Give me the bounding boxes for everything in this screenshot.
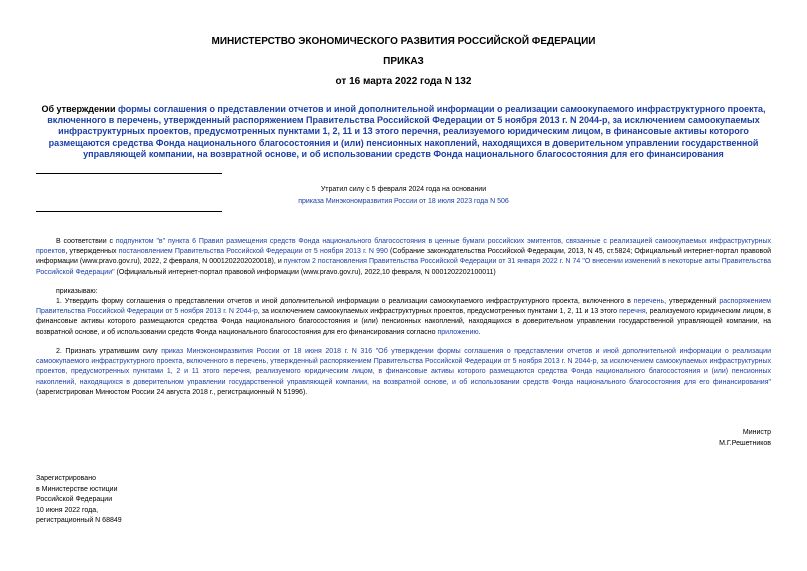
registration-line: в Министерстве юстиции bbox=[36, 485, 118, 493]
signatory-name: М.Г.Решетников bbox=[719, 440, 771, 447]
list-link[interactable]: перечня bbox=[619, 308, 646, 316]
registration-line: регистрационный N 68849 bbox=[36, 517, 122, 525]
lost-force-order-link[interactable]: приказа Минэкономразвития России от 18 июля 2023 года N 506 bbox=[298, 197, 509, 205]
ministry-heading: МИНИСТЕРСТВО ЭКОНОМИЧЕСКОГО РАЗВИТИЯ РОССИЙСКОЙ ФЕДЕРАЦИИ bbox=[211, 36, 596, 47]
item-2-text: 2. Признать утратившим силу bbox=[56, 348, 162, 355]
resolution-74-link[interactable]: пунктом 2 постановления Правительства Российской Федерации от 31 января 2022 г. N 74 "О внесении изменений в некоторые акты Правительства Российской Федерации" bbox=[36, 258, 771, 276]
item-1-paragraph bbox=[36, 297, 771, 338]
order-title bbox=[30, 104, 777, 160]
preamble-text: (Собрание законодательства Российской Федерации, 2013, N 45, ст.5824; Официальный интернет-портал правовой информации (www.pravo.gov.ru), 2022, 2 февраля, N 0001202202020018), и bbox=[36, 248, 772, 266]
order-2044-link[interactable]: распоряжением Правительства Российской Федерации от 5 ноября 2013 г. N 2044-р bbox=[36, 298, 771, 316]
divider-bottom bbox=[36, 211, 222, 212]
preamble-text: (Официальный интернет-портал правовой информации (www.pravo.gov.ru), 2022,10 февраля, N 0001202202100011) bbox=[114, 268, 496, 276]
list-link[interactable]: перечень bbox=[633, 298, 665, 305]
registration-line: 10 июня 2022 года, bbox=[36, 506, 99, 514]
registration-line: Зарегистрировано bbox=[36, 475, 96, 482]
divider-top bbox=[36, 173, 222, 174]
order-type-heading: ПРИКАЗ bbox=[383, 56, 424, 67]
item-1-text: , утвержденный bbox=[664, 298, 720, 305]
signature-block bbox=[651, 427, 771, 449]
item-1-text: 1. Утвердить форму соглашения о представлении отчетов и иной дополнительной информации о реализации самоокупаемого инфраструктурного проекта, включенного в bbox=[56, 298, 634, 305]
item-2-paragraph bbox=[36, 347, 771, 398]
preamble-paragraph bbox=[36, 237, 771, 278]
orders-word: приказываю: bbox=[56, 288, 98, 295]
rules-subparagraph-link[interactable]: подпунктом "в" пункта 6 Правил размещения средств Фонда национального благосостояния в ценные бумаги российских эмитентов, связанные с реализацией самоокупаемых инфраструктурных проектов bbox=[36, 238, 772, 256]
signatory-role: Министр bbox=[742, 429, 771, 436]
registration-line: Российской Федерации bbox=[36, 496, 113, 504]
registration-block bbox=[36, 474, 196, 527]
order-date-heading: от 16 марта 2022 года N 132 bbox=[335, 76, 472, 87]
preamble-text: , утвержденных bbox=[65, 248, 119, 256]
item-1-text: , за исключением самоокупаемых инфраструктурных проектов, предусмотренных пунктами 1, 2, 11 и 13 этого bbox=[257, 308, 620, 316]
lost-force-note bbox=[230, 184, 577, 207]
lost-force-text: Утратил силу с 5 февраля 2024 года на основании bbox=[320, 186, 487, 193]
item-2-text: (зарегистрирован Минюстом России 24 августа 2018 г., регистрационный N 51996). bbox=[36, 388, 308, 396]
preamble-text: В соответствии с bbox=[56, 238, 116, 245]
order-316-link[interactable]: приказ Минэкономразвития России от 18 июня 2018 г. N 316 "Об утверждении формы соглашения о представлении отчетов и иной дополнительной информации о реализации самоокупаемого инфраструктурного проекта, включенного в перечень, утвержденный распоряжением Правительства Российской Федерации от 5 ноября 2013 г. N 2044-р, за исключением самоокупаемых инфраструктурных проектов, предусмотренных пунктами 1, 2 и 11 этого перечня, реализуемого юридическим лицом, в финансовые активы которого размещаются средства Фонда национального благосостояния и (или) пенсионных накоплений, находящихся в доверительном управлении государственной управляющей компании, на возвратной основе, и об использовании средств Фонда национального благосостояния для его финансирования" bbox=[36, 348, 771, 386]
item-1-text: , реализуемого юридическим лицом, в финансовые активы которого размещаются средства Фонда национального благосостояния и (или) пенсионных накоплений, находящихся в доверительном управлении государственной управляющей компании, на возвратной основе, и об использовании средств Фонда национального благосостояния для его финансирования согласно bbox=[36, 308, 771, 336]
appendix-link[interactable]: приложению bbox=[437, 328, 479, 336]
order-title-form-link[interactable]: формы соглашения о представлении отчетов и иной дополнительной информации о реализации самоокупаемого инфраструктурного проекта, включенного в перечень, утвержденный распоряжением Правительства Российской Федерации от 5 ноября 2013 г. N 2044-р, за исключением самоокупаемых инфраструктурных проектов, предусмотренных пунктами 1, 2, 11 и 13 этого перечня, реализуемого юридическим лицом, в финансовые активы которого размещаются средства Фонда национального благосостояния и (или) пенсионных накоплений, находящихся в доверительном управлении государственной управляющей компании, на возвратной основе, и об использовании средств Фонда национального благосостояния для его финансирования bbox=[47, 104, 766, 159]
item-1-text: . bbox=[478, 328, 481, 336]
resolution-990-link[interactable]: постановлением Правительства Российской Федерации от 5 ноября 2013 г. N 990 bbox=[118, 248, 388, 256]
order-title-prefix: Об утверждении bbox=[41, 104, 118, 114]
